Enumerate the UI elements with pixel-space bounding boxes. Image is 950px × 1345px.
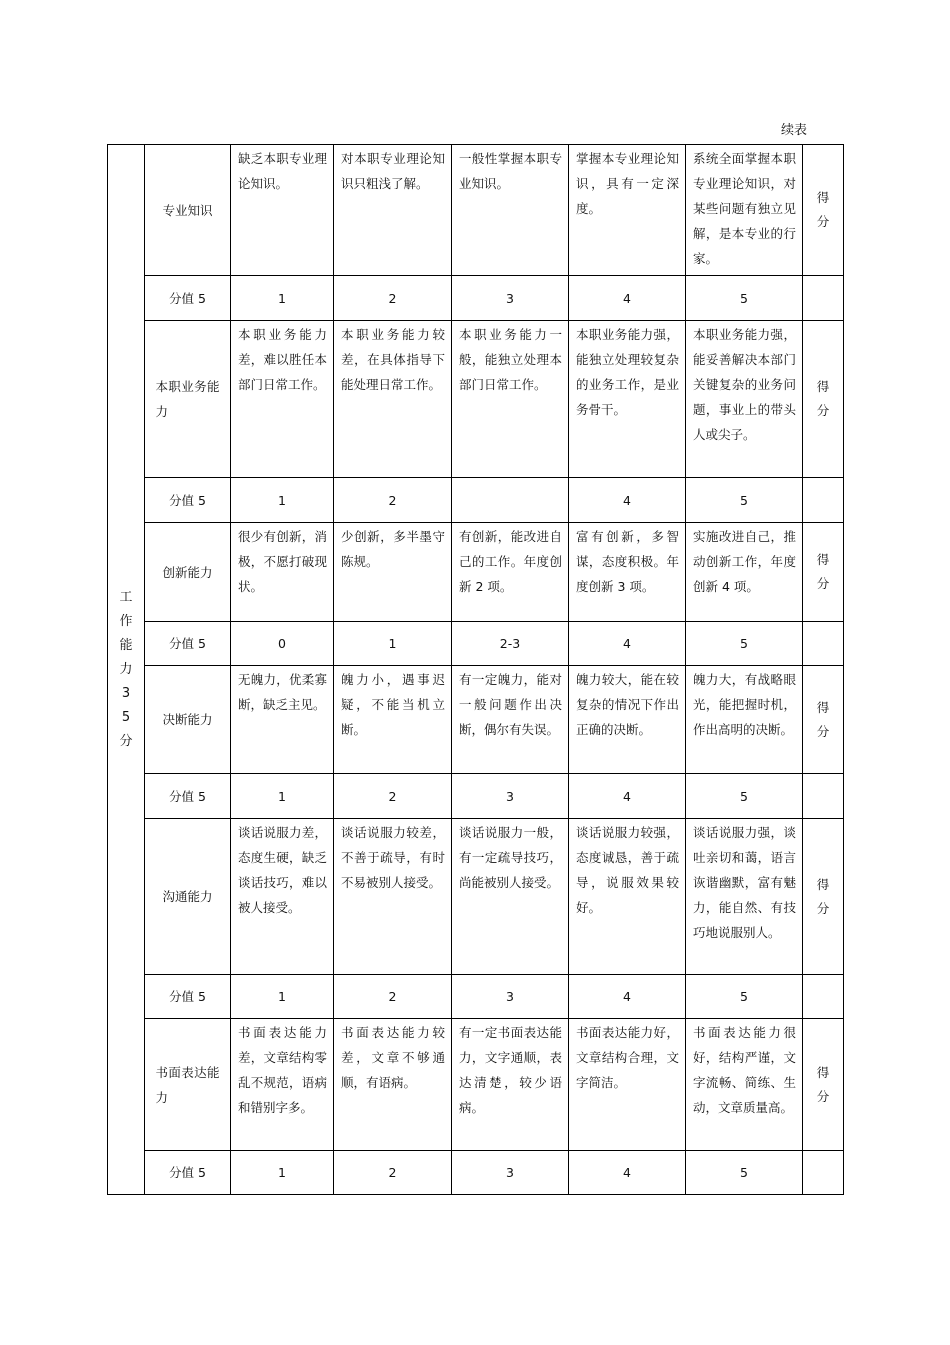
score-entry-cell[interactable] — [803, 774, 844, 819]
score-4: 4 — [569, 478, 686, 523]
score-2: 2 — [334, 1151, 452, 1195]
level-2-desc: 本职业务能力较差，在具体指导下能处理日常工作。 — [334, 321, 452, 478]
row-communication — [108, 819, 844, 975]
table-continued-caption: 续表 — [781, 123, 808, 138]
score-entry-cell[interactable] — [803, 622, 844, 666]
score-3: 3 — [452, 975, 569, 1019]
level-5-desc: 本职业务能力强，能妥善解决本部门关键复杂的业务问题，事业上的带头人或尖子。 — [686, 321, 803, 478]
row-business-ability — [108, 321, 844, 478]
score-label-cell — [803, 819, 844, 975]
level-4-desc: 书面表达能力好，文章结构合理，文字简洁。 — [569, 1019, 686, 1151]
level-4-desc: 谈话说服力较强，态度诚恳，善于疏导，说服效果较好。 — [569, 819, 686, 975]
criterion-text: 本职业务能力 — [155, 379, 220, 419]
level-3-desc: 谈话说服力一般，有一定疏导技巧，尚能被别人接受。 — [452, 819, 569, 975]
level-2-desc: 谈话说服力较差，不善于疏导，有时不易被别人接受。 — [334, 819, 452, 975]
level-5-desc: 魄力大，有战略眼光，能把握时机，作出高明的决断。 — [686, 666, 803, 774]
score-3 — [452, 478, 569, 523]
score-1: 1 — [231, 975, 334, 1019]
score-1: 1 — [231, 774, 334, 819]
level-2-desc: 对本职专业理论知识只粗浅了解。 — [334, 145, 452, 276]
value-label: 分值 5 — [145, 478, 231, 523]
score-2: 1 — [334, 622, 452, 666]
level-1-desc: 很少有创新，消极，不愿打破现状。 — [231, 523, 334, 622]
score-label-cell — [803, 145, 844, 276]
level-4-desc: 魄力较大，能在较复杂的情况下作出正确的决断。 — [569, 666, 686, 774]
value-label: 分值 5 — [145, 1151, 231, 1195]
score-3: 3 — [452, 774, 569, 819]
value-label: 分值 5 — [145, 622, 231, 666]
score-4: 4 — [569, 622, 686, 666]
row-writing — [108, 1019, 844, 1151]
score-4: 4 — [569, 1151, 686, 1195]
criterion-label — [145, 819, 231, 975]
score-row — [108, 774, 844, 819]
score-3: 2-3 — [452, 622, 569, 666]
level-2-desc: 少创新，多半墨守陈规。 — [334, 523, 452, 622]
score-1: 1 — [231, 1151, 334, 1195]
row-decision — [108, 666, 844, 774]
score-entry-cell[interactable] — [803, 975, 844, 1019]
score-4: 4 — [569, 975, 686, 1019]
level-3-desc: 一般性掌握本职专业知识。 — [452, 145, 569, 276]
value-label: 分值 5 — [145, 276, 231, 321]
level-3-desc: 有创新，能改进自己的工作。年度创新 2 项。 — [452, 523, 569, 622]
score-row — [108, 478, 844, 523]
score-2: 2 — [334, 276, 452, 321]
value-label: 分值 5 — [145, 975, 231, 1019]
level-1-desc: 缺乏本职专业理论知识。 — [231, 145, 334, 276]
score-entry-cell[interactable] — [803, 478, 844, 523]
score-4: 4 — [569, 276, 686, 321]
criterion-text: 书面表达能力 — [155, 1064, 220, 1105]
score-row — [108, 1151, 844, 1195]
score-label: 得分 — [816, 1064, 830, 1104]
row-professional-knowledge — [108, 145, 844, 276]
score-4: 4 — [569, 774, 686, 819]
score-label: 得分 — [816, 699, 830, 739]
score-3: 3 — [452, 276, 569, 321]
score-1: 0 — [231, 622, 334, 666]
level-3-desc: 有一定魄力，能对一般问题作出决断，偶尔有失误。 — [452, 666, 569, 774]
score-label-cell — [803, 666, 844, 774]
score-5: 5 — [686, 774, 803, 819]
level-5-desc: 实施改进自己，推动创新工作，年度创新 4 项。 — [686, 523, 803, 622]
row-innovation — [108, 523, 844, 622]
criterion-text: 创新能力 — [162, 564, 213, 580]
level-3-desc: 本职业务能力一般，能独立处理本部门日常工作。 — [452, 321, 569, 478]
score-entry-cell[interactable] — [803, 276, 844, 321]
criterion-label — [145, 666, 231, 774]
score-2: 2 — [334, 975, 452, 1019]
level-1-desc: 书面表达能力差，文章结构零乱不规范，语病和错别字多。 — [231, 1019, 334, 1151]
score-5: 5 — [686, 975, 803, 1019]
score-label: 得分 — [816, 876, 830, 916]
criterion-label — [145, 321, 231, 478]
score-label-cell — [803, 321, 844, 478]
criterion-text: 决断能力 — [162, 712, 213, 727]
level-1-desc: 本职业务能力差，难以胜任本部门日常工作。 — [231, 321, 334, 478]
level-2-desc: 魄力小，遇事迟疑，不能当机立断。 — [334, 666, 452, 774]
level-1-desc: 无魄力，优柔寡断，缺乏主见。 — [231, 666, 334, 774]
level-5-desc: 谈话说服力强，谈吐亲切和蔼，语言诙谐幽默，富有魅力，能自然、有技巧地说服别人。 — [686, 819, 803, 975]
score-entry-cell[interactable] — [803, 1151, 844, 1195]
score-3: 3 — [452, 1151, 569, 1195]
score-label: 得分 — [816, 379, 830, 418]
level-4-desc: 掌握本专业理论知识，具有一定深度。 — [569, 145, 686, 276]
score-5: 5 — [686, 478, 803, 523]
score-row — [108, 622, 844, 666]
value-label: 分值 5 — [145, 774, 231, 819]
score-5: 5 — [686, 1151, 803, 1195]
level-3-desc: 有一定书面表达能力，文字通顺，表达清楚，较少语病。 — [452, 1019, 569, 1151]
criterion-label — [145, 145, 231, 276]
score-1: 1 — [231, 276, 334, 321]
score-2: 2 — [334, 478, 452, 523]
criterion-text: 专业知识 — [162, 202, 213, 218]
level-1-desc: 谈话说服力差，态度生硬，缺乏谈话技巧，难以被人接受。 — [231, 819, 334, 975]
score-row — [108, 276, 844, 321]
score-label: 得分 — [816, 552, 830, 591]
level-2-desc: 书面表达能力较差，文章不够通顺，有语病。 — [334, 1019, 452, 1151]
level-4-desc: 富有创新，多智谋，态度积极。年度创新 3 项。 — [569, 523, 686, 622]
score-label-cell — [803, 1019, 844, 1151]
score-row — [108, 975, 844, 1019]
level-5-desc: 系统全面掌握本职专业理论知识，对某些问题有独立见解，是本专业的行家。 — [686, 145, 803, 276]
score-label-cell — [803, 523, 844, 622]
work-ability-table — [107, 144, 844, 1195]
score-5: 5 — [686, 622, 803, 666]
category-cell — [108, 145, 145, 1195]
criterion-label — [145, 523, 231, 622]
score-label: 得分 — [816, 190, 830, 229]
criterion-text: 沟通能力 — [162, 889, 213, 904]
level-5-desc: 书面表达能力很好，结构严谨，文字流畅、简练、生动，文章质量高。 — [686, 1019, 803, 1151]
level-4-desc: 本职业务能力强，能独立处理较复杂的业务工作，是业务骨干。 — [569, 321, 686, 478]
category-label: 工作能力35分 — [119, 589, 133, 749]
score-5: 5 — [686, 276, 803, 321]
score-1: 1 — [231, 478, 334, 523]
criterion-label — [145, 1019, 231, 1151]
score-2: 2 — [334, 774, 452, 819]
